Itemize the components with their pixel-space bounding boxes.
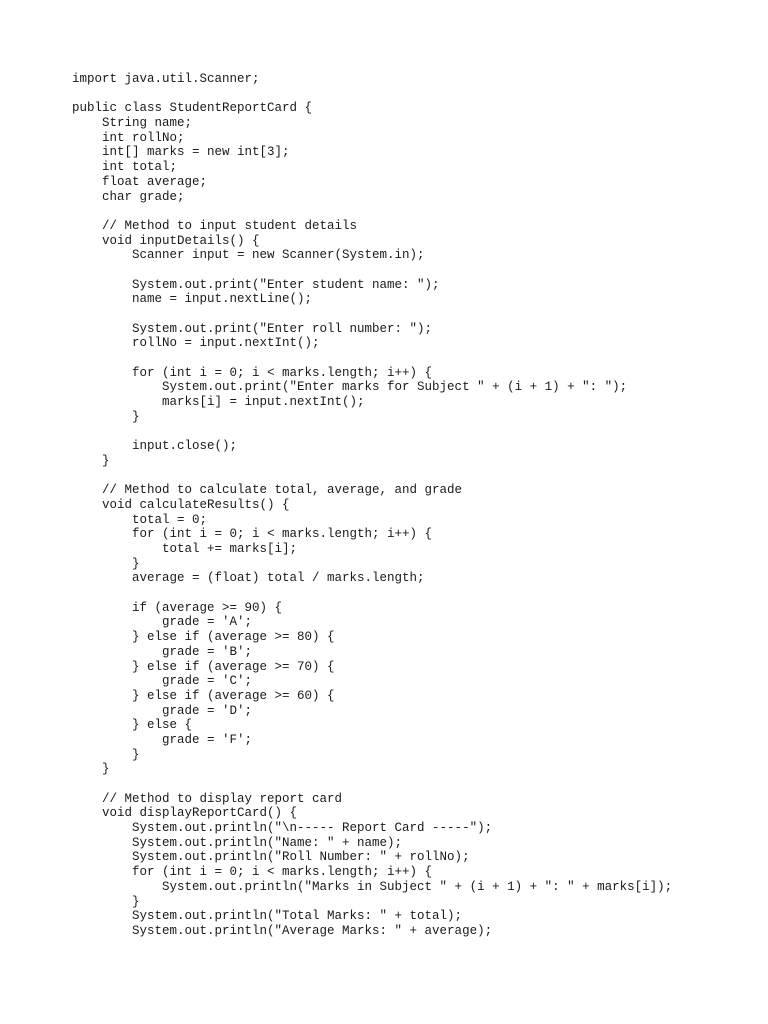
code-line: for (int i = 0; i < marks.length; i++) { xyxy=(72,365,433,380)
code-line xyxy=(72,263,752,278)
code-line xyxy=(72,307,752,322)
code-line xyxy=(72,425,752,440)
code-line: name = input.nextLine(); xyxy=(72,292,313,307)
code-line: String name; xyxy=(72,116,193,131)
code-line: for (int i = 0; i < marks.length; i++) { xyxy=(72,865,433,880)
code-line: } xyxy=(72,409,140,424)
code-line: public class StudentReportCard { xyxy=(72,101,313,116)
code-line: } xyxy=(72,556,140,571)
code-line: } xyxy=(72,747,140,762)
code-line: System.out.println("Total Marks: " + total); xyxy=(72,909,463,924)
code-line: System.out.println("\n----- Report Card -----"); xyxy=(72,821,493,836)
code-line: } else if (average >= 70) { xyxy=(72,659,335,674)
code-line: System.out.println("Name: " + name); xyxy=(72,835,403,850)
code-line: System.out.print("Enter roll number: "); xyxy=(72,321,433,336)
code-line: rollNo = input.nextInt(); xyxy=(72,336,320,351)
code-block xyxy=(72,72,752,939)
code-line: int total; xyxy=(72,160,178,175)
code-line: for (int i = 0; i < marks.length; i++) { xyxy=(72,527,433,542)
code-line: System.out.print("Enter student name: "); xyxy=(72,277,440,292)
code-line: Scanner input = new Scanner(System.in); xyxy=(72,248,425,263)
code-line: // Method to input student details xyxy=(72,218,358,233)
code-line xyxy=(72,469,752,484)
code-line: } else { xyxy=(72,718,193,733)
code-line: grade = 'D'; xyxy=(72,703,253,718)
code-line: char grade; xyxy=(72,189,185,204)
code-line: } else if (average >= 80) { xyxy=(72,630,335,645)
code-line: System.out.println("Average Marks: " + average); xyxy=(72,923,493,938)
code-line: grade = 'B'; xyxy=(72,644,253,659)
code-line: void displayReportCard() { xyxy=(72,806,298,821)
code-line: import java.util.Scanner; xyxy=(72,72,260,86)
code-line: marks[i] = input.nextInt(); xyxy=(72,395,365,410)
code-line: System.out.println("Roll Number: " + rollNo); xyxy=(72,850,470,865)
code-line xyxy=(72,351,752,366)
code-line: // Method to calculate total, average, and grade xyxy=(72,483,463,498)
code-line: total = 0; xyxy=(72,512,208,527)
code-line: grade = 'F'; xyxy=(72,732,253,747)
code-line: } xyxy=(72,762,110,777)
code-line: void calculateResults() { xyxy=(72,497,290,512)
code-line: System.out.println("Marks in Subject " + (i + 1) + ": " + marks[i]); xyxy=(72,879,673,894)
code-line: } else if (average >= 60) { xyxy=(72,688,335,703)
code-line: int rollNo; xyxy=(72,130,185,145)
code-line: total += marks[i]; xyxy=(72,542,298,556)
code-line: int[] marks = new int[3]; xyxy=(72,145,290,160)
code-line: // Method to display report card xyxy=(72,791,343,806)
code-line: float average; xyxy=(72,174,208,189)
code-line: average = (float) total / marks.length; xyxy=(72,571,425,586)
code-line xyxy=(72,87,752,102)
code-line: input.close(); xyxy=(72,439,238,454)
code-line xyxy=(72,204,752,219)
code-line: System.out.print("Enter marks for Subject " + (i + 1) + ": "); xyxy=(72,380,628,395)
code-line: } xyxy=(72,894,140,909)
code-line: } xyxy=(72,453,110,468)
code-line: grade = 'A'; xyxy=(72,615,253,630)
code-line: grade = 'C'; xyxy=(72,674,253,689)
code-line: void inputDetails() { xyxy=(72,233,260,248)
code-line xyxy=(72,586,752,601)
code-line: if (average >= 90) { xyxy=(72,600,283,615)
code-line xyxy=(72,777,752,792)
